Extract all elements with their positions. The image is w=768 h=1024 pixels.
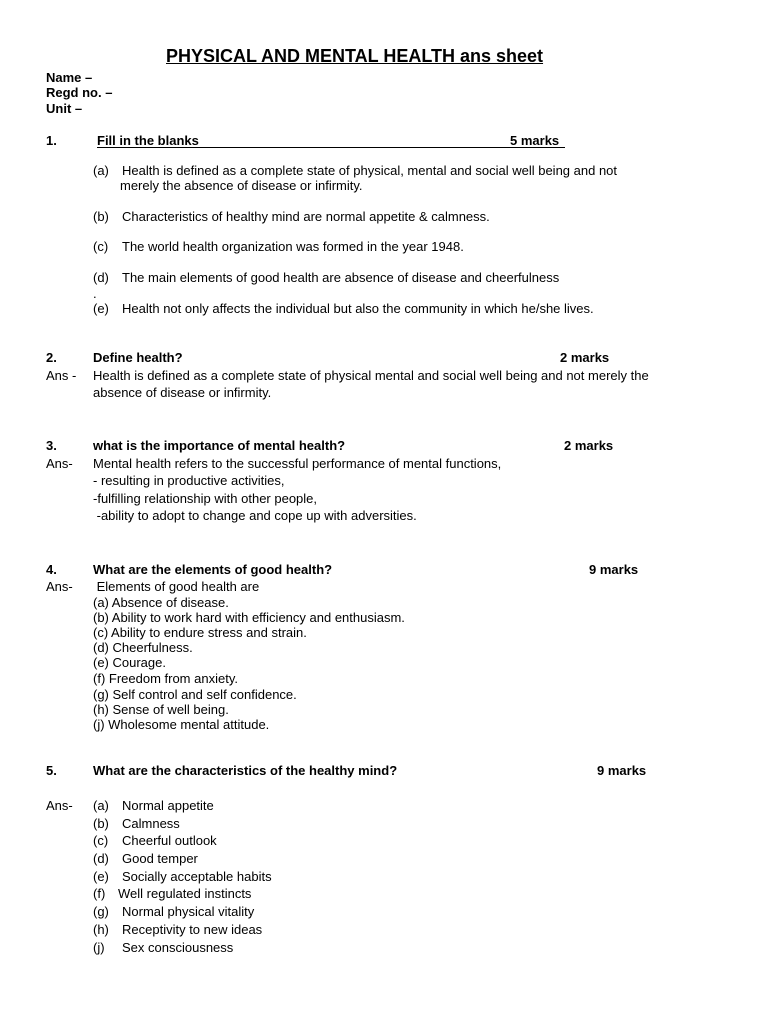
q5-item-text: Normal physical vitality: [122, 904, 255, 919]
q1-underline: [97, 147, 565, 148]
q1-item-a-line2: merely the absence of disease or infirmity.: [120, 178, 363, 193]
q5-item-label: (b): [93, 816, 109, 831]
q4-list-item: (g) Self control and self confidence.: [93, 687, 297, 702]
q5-item-label: (f): [93, 886, 106, 901]
q4-list-item: (j) Wholesome mental attitude.: [93, 717, 270, 732]
q1-marks: 5 marks: [510, 133, 560, 148]
q5-item-label: (j): [93, 940, 105, 955]
q3-number: 3.: [46, 438, 57, 453]
q2-marks: 2 marks: [560, 350, 610, 365]
q5-item-text: Cheerful outlook: [122, 833, 217, 848]
q5-item-text: Socially acceptable habits: [122, 869, 272, 884]
q4-answer-intro: Elements of good health are: [93, 579, 260, 594]
q5-ans-label: Ans-: [46, 798, 73, 813]
q3-answer-line4: -ability to adopt to change and cope up with adversities.: [93, 508, 417, 523]
page-title: PHYSICAL AND MENTAL HEALTH ans sheet: [166, 46, 544, 66]
q1-item-e-text: Health not only affects the individual but also the community in which he/she lives.: [122, 301, 594, 316]
q3-marks: 2 marks: [564, 438, 614, 453]
q1-item-c-text: The world health organization was formed in the year 1948.: [122, 239, 464, 254]
q5-item-text: Calmness: [122, 816, 180, 831]
q4-list-item: (e) Courage.: [93, 655, 166, 670]
q5-item-label: (h): [93, 922, 109, 937]
q5-item-text: Well regulated instincts: [118, 886, 252, 901]
q2-title: Define health?: [93, 350, 183, 365]
q3-answer-line2: - resulting in productive activities,: [93, 473, 285, 488]
q5-number: 5.: [46, 763, 57, 778]
q4-ans-label: Ans-: [46, 579, 73, 594]
q4-marks: 9 marks: [589, 562, 639, 577]
q4-list-item: (d) Cheerfulness.: [93, 640, 193, 655]
q5-item-text: Sex consciousness: [122, 940, 234, 955]
q2-number: 2.: [46, 350, 57, 365]
q1-item-b-text: Characteristics of healthy mind are normal appetite & calmness.: [122, 209, 490, 224]
q5-marks: 9 marks: [597, 763, 647, 778]
q2-ans-label: Ans -: [46, 368, 77, 383]
q5-item-text: Good temper: [122, 851, 198, 866]
q1-item-c-label: (c): [93, 239, 109, 254]
q1-number: 1.: [46, 133, 57, 148]
q5-title: What are the characteristics of the healthy mind?: [93, 763, 398, 778]
q5-item-text: Receptivity to new ideas: [122, 922, 263, 937]
q1-item-b-label: (b): [93, 209, 109, 224]
q1-item-d-label: (d): [93, 270, 109, 285]
q1-stray-dot: .: [93, 286, 97, 301]
q1-item-e-label: (e): [93, 301, 109, 316]
q3-title: what is the importance of mental health?: [93, 438, 346, 453]
name-field-label: Name –: [46, 70, 93, 85]
q5-item-label: (a): [93, 798, 109, 813]
q4-list-item: (f) Freedom from anxiety.: [93, 671, 238, 686]
q5-item-label: (e): [93, 869, 109, 884]
q1-title: Fill in the blanks: [97, 133, 199, 148]
q4-title: What are the elements of good health?: [93, 562, 333, 577]
q3-answer-line3: -fulfilling relationship with other people,: [93, 491, 318, 506]
q4-list-item: (c) Ability to endure stress and strain.: [93, 625, 307, 640]
q1-item-a-label: (a): [93, 163, 109, 178]
q4-list-item: (a) Absence of disease.: [93, 595, 229, 610]
q2-answer-line1: Health is defined as a complete state of physical mental and social well being and not merely the: [93, 368, 649, 383]
q5-item-text: Normal appetite: [122, 798, 214, 813]
q2-answer-line2: absence of disease or infirmity.: [93, 385, 272, 400]
q3-answer-line1: Mental health refers to the successful performance of mental functions,: [93, 456, 502, 471]
q3-ans-label: Ans-: [46, 456, 73, 471]
regd-no-field-label: Regd no. –: [46, 85, 113, 100]
q5-item-label: (g): [93, 904, 109, 919]
q1-item-d-text: The main elements of good health are absence of disease and cheerfulness: [122, 270, 560, 285]
q4-list-item: (b) Ability to work hard with efficiency and enthusiasm.: [93, 610, 405, 625]
q4-number: 4.: [46, 562, 57, 577]
q1-item-a-line1: Health is defined as a complete state of physical, mental and social well being and not: [122, 163, 618, 178]
unit-field-label: Unit –: [46, 101, 83, 116]
q5-item-label: (d): [93, 851, 109, 866]
q5-item-label: (c): [93, 833, 109, 848]
q4-list-item: (h) Sense of well being.: [93, 702, 229, 717]
